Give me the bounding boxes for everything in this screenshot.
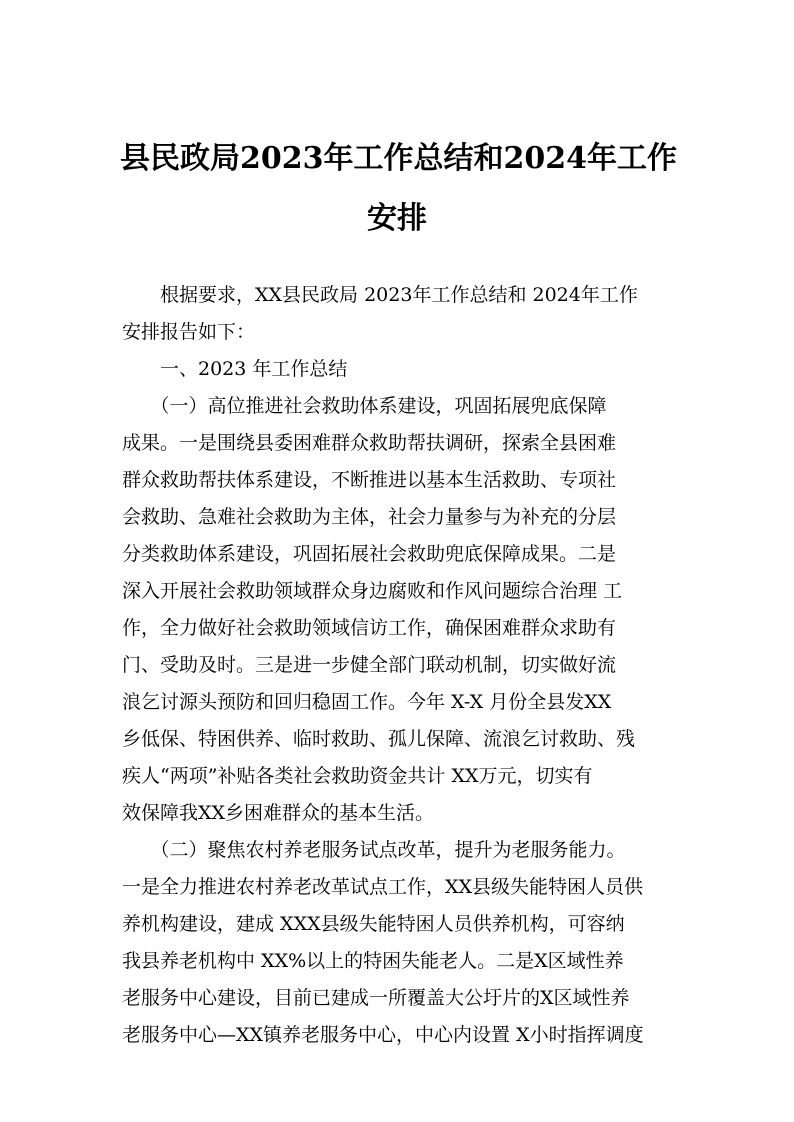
section-heading: 一、2023 年工作总结 [122, 358, 348, 380]
body-line: 深入开展社会救助领域群众身边腐败和作风问题综合治理 工 [122, 580, 623, 602]
body-line: 群众救助帮扶体系建设，不断推进以基本生活救助、专项社 [122, 469, 617, 491]
body-line: 门、受助及时。三是进一步健全部门联动机制，切实做好流 [122, 654, 617, 676]
body-line: 根据要求，XX县民政局 2023年工作总结和 2024年工作 [122, 284, 638, 306]
body-line: 养机构建设，建成 XXX县级失能特困人员供养机构，可容纳 [122, 913, 625, 935]
body-line: 老服务中心—XX镇养老服务中心，中心内设置 X小时指挥调度 [122, 1024, 644, 1046]
body-line: 效保障我XX乡困难群众的基本生活。 [122, 802, 435, 824]
body-line: 浪乞讨源头预防和回归稳固工作。今年 X-X 月份全县发XX [122, 691, 612, 713]
body-line: 作，全力做好社会救助领域信访工作，确保困难群众求助有 [122, 617, 617, 639]
body-line: 乡低保、特困供养、临时救助、孤儿保障、流浪乞讨救助、残 [122, 728, 636, 750]
body-line: 老服务中心建设，目前已建成一所覆盖大公圩片的X区域性养 [122, 987, 630, 1009]
body-line: 疾人“两项”补贴各类社会救助资金共计 XX万元，切实有 [122, 765, 593, 787]
body-line: 一是全力推进农村养老改革试点工作，XX县级失能特困人员供 [122, 876, 644, 898]
document-title-line-2: 安排 [367, 201, 427, 236]
subsection-heading: （二）聚焦农村养老服务试点改革，提升为老服务能力。 [122, 839, 626, 861]
body-line: 会救助、急难社会救助为主体，社会力量参与为补充的分层 [122, 506, 617, 528]
body-line: 成果。一是围绕县委困难群众救助帮扶调研，探索全县困难 [122, 432, 617, 454]
subsection-heading: （一）高位推进社会救助体系建设，巩固拓展兜底保障 [122, 395, 607, 417]
document-title-line-1: 县民政局2023年工作总结和2024年工作 [120, 141, 677, 176]
body-line: 安排报告如下： [122, 321, 256, 343]
body-line: 我县养老机构中 XX%以上的特困失能老人。二是X区域性养 [122, 950, 624, 972]
document-body [122, 277, 702, 1054]
body-line: 分类救助体系建设，巩固拓展社会救助兜底保障成果。二是 [122, 543, 617, 565]
